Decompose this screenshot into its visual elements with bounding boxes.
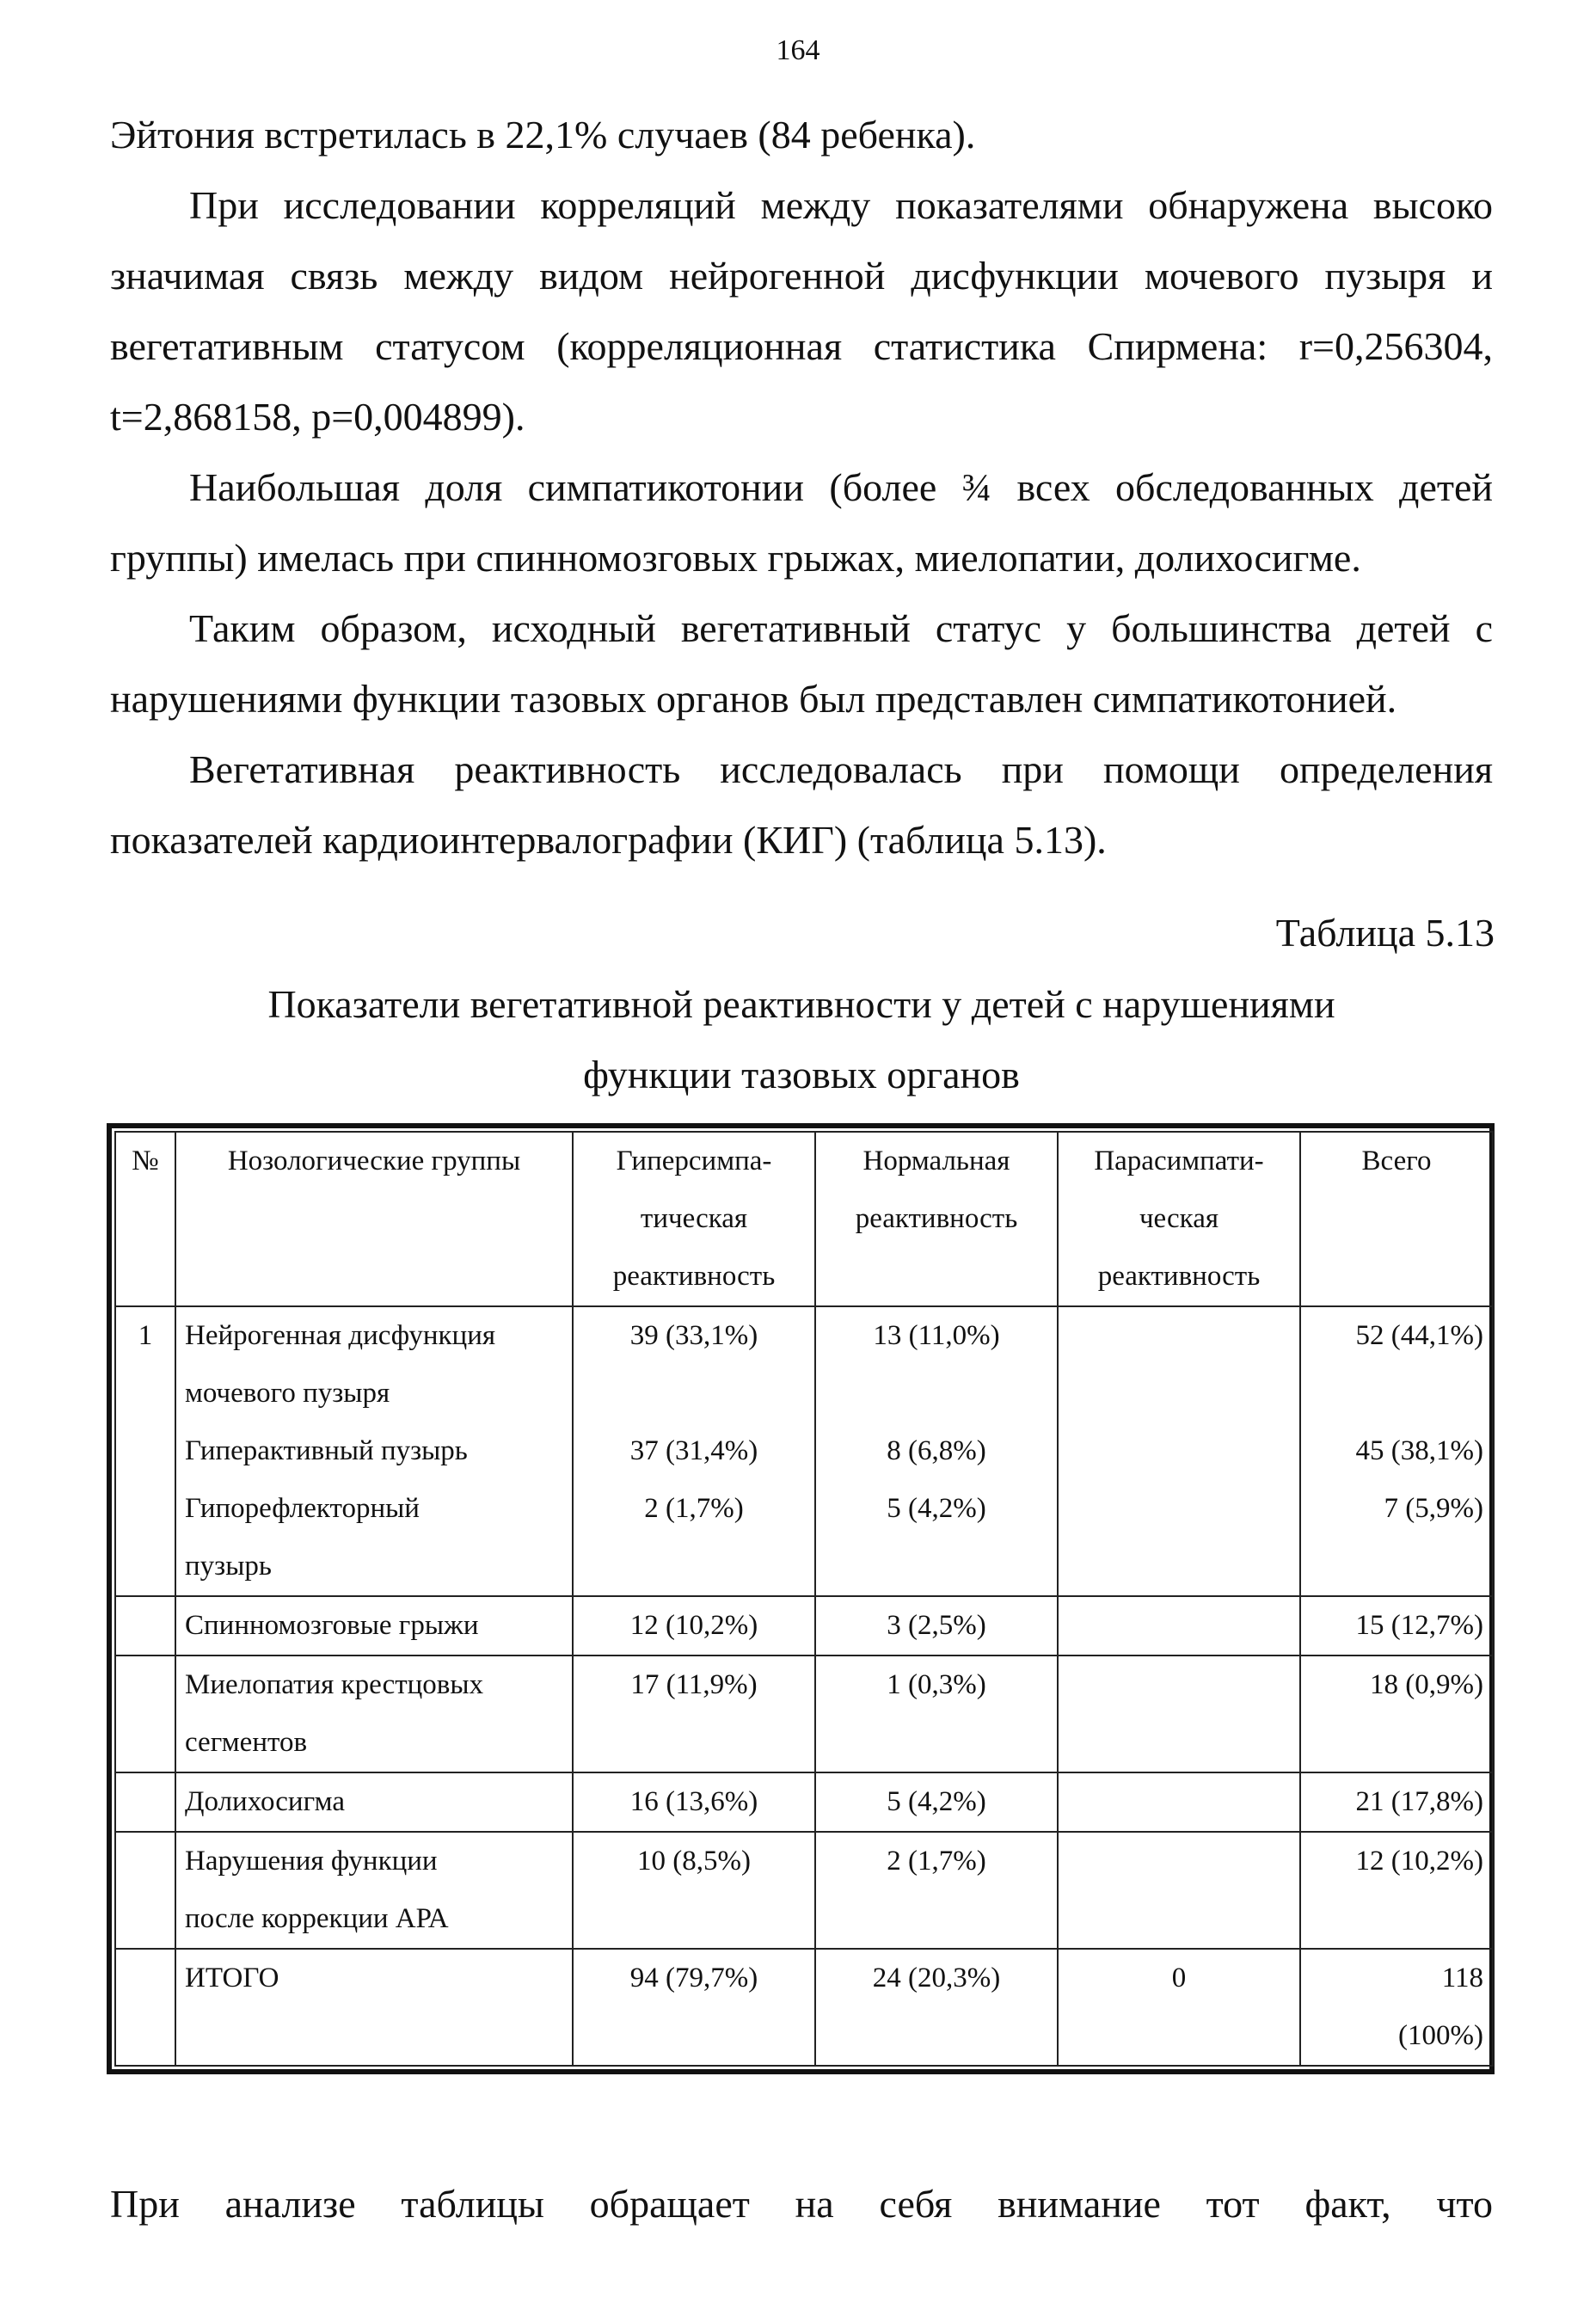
cell-para-line <box>1067 1597 1291 1655</box>
paragraph-5: Вегетативная реактивность исследовалась при помощи определения показателей кардиоинтервалографии (КИГ) (таблица 5.13). <box>110 747 1493 862</box>
cell-num <box>115 1832 175 1949</box>
cell-hyper <box>573 1772 815 1832</box>
cell-total <box>1300 1306 1493 1596</box>
cell-total-line: 15 (12,7%) <box>1355 1610 1483 1641</box>
cell-para <box>1058 1596 1300 1656</box>
cell-total <box>1300 1772 1493 1832</box>
cell-hyper <box>573 1949 815 2066</box>
cell-group <box>175 1596 573 1656</box>
table-header-row <box>115 1132 1493 1306</box>
cell-group <box>175 1656 573 1772</box>
cell-hyper-line: 10 (8,5%) <box>637 1846 751 1877</box>
cell-hyper-line: 94 (79,7%) <box>629 1963 758 1993</box>
table-row <box>115 1949 1493 2066</box>
cell-hyper <box>573 1832 815 1949</box>
cell-para-line <box>1067 1833 1291 1890</box>
cell-normal <box>815 1772 1058 1832</box>
cell-total-line: 7 (5,9%) <box>1384 1493 1483 1524</box>
cell-normal <box>815 1596 1058 1656</box>
cell-para-line <box>1067 1773 1291 1831</box>
cell-para <box>1058 1656 1300 1772</box>
cell-group-line: Нейрогенная дисфункция <box>185 1320 496 1351</box>
cell-para-line <box>1067 1365 1291 1422</box>
cell-hyper <box>573 1656 815 1772</box>
cell-num <box>115 1949 175 2066</box>
cell-group <box>175 1772 573 1832</box>
cell-para <box>1058 1306 1300 1596</box>
table-row <box>115 1596 1493 1656</box>
table-frame <box>107 1123 1495 2074</box>
cell-normal <box>815 1306 1058 1596</box>
cell-num <box>115 1772 175 1832</box>
table-row <box>115 1772 1493 1832</box>
cell-group-line: Миелопатия крестцовых <box>185 1669 484 1700</box>
cell-normal <box>815 1832 1058 1949</box>
cell-total-line: 21 (17,8%) <box>1355 1786 1483 1817</box>
cell-para-line <box>1067 1307 1291 1365</box>
table-row <box>115 1832 1493 1949</box>
cell-total-line: 18 (0,9%) <box>1370 1669 1483 1700</box>
cell-normal-line <box>825 1538 1048 1595</box>
header-num: № <box>115 1132 175 1306</box>
cell-hyper-line <box>582 1538 806 1595</box>
paragraph-2: При исследовании корреляций между показателями обнаружена высоко значимая связь между видом нейрогенной дисфункции мочевого пузыря и вегетативным статусом (корреляционная статистика Спирмена: r=0,256304, t=2,868158, p=0,004899). <box>110 183 1493 439</box>
cell-hyper <box>573 1596 815 1656</box>
cell-total-line <box>1310 1365 1483 1422</box>
cell-normal-line: 2 (1,7%) <box>887 1846 986 1877</box>
cell-group <box>175 1949 573 2066</box>
cell-group-line: после коррекции АРА <box>185 1903 449 1934</box>
cell-para-line <box>1067 1422 1291 1480</box>
cell-group-line: Спинномозговые грыжи <box>185 1610 479 1641</box>
cell-hyper-line <box>582 1365 806 1422</box>
cell-group-line: Гиперактивный пузырь <box>185 1435 468 1466</box>
cell-total <box>1300 1832 1493 1949</box>
cell-para-line <box>1067 1538 1291 1595</box>
cell-num: 1 <box>115 1306 175 1596</box>
cell-para-line <box>1067 1656 1291 1714</box>
cell-normal-line: 24 (20,3%) <box>872 1963 1001 1993</box>
paragraph-3: Наибольшая доля симпатикотонии (более ¾ всех обследованных детей группы) имелась при спинномозговых грыжах, миелопатии, долихосигме. <box>110 465 1493 580</box>
cell-total <box>1300 1656 1493 1772</box>
cell-group-line: Нарушения функции <box>185 1846 438 1877</box>
cell-hyper-line: 39 (33,1%) <box>629 1320 758 1351</box>
cell-hyper-line: 16 (13,6%) <box>629 1786 758 1817</box>
cell-hyper-line: 37 (31,4%) <box>629 1435 758 1466</box>
cell-para <box>1058 1832 1300 1949</box>
continuation-text: При анализе таблицы обращает на себя внимание тот факт, что <box>110 2182 1493 2226</box>
header-normal: Нормальная реактивность <box>815 1132 1058 1306</box>
cell-group <box>175 1832 573 1949</box>
cell-group-line: ИТОГО <box>185 1963 279 1993</box>
cell-normal-line: 3 (2,5%) <box>887 1610 986 1641</box>
table-title-line-2: функции тазовых органов <box>583 1053 1020 1096</box>
cell-normal-line: 5 (4,2%) <box>887 1493 986 1524</box>
header-total: Всего <box>1300 1132 1493 1306</box>
cell-para <box>1058 1772 1300 1832</box>
table-body <box>115 1306 1493 2066</box>
cell-para <box>1058 1949 1300 2066</box>
body-text <box>110 100 1493 875</box>
cell-hyper-line: 12 (10,2%) <box>629 1610 758 1641</box>
header-group: Нозологические группы <box>175 1132 573 1306</box>
cell-normal <box>815 1656 1058 1772</box>
cell-para-line <box>1067 1480 1291 1538</box>
cell-total-line: 52 (44,1%) <box>1355 1320 1483 1351</box>
cell-total-line: (100%) <box>1398 2020 1483 2051</box>
reactivity-table <box>114 1131 1494 2067</box>
cell-group-line: мочевого пузыря <box>185 1378 390 1409</box>
header-hyper: Гиперсимпа- тическая реактивность <box>573 1132 815 1306</box>
cell-group-line: Гипорефлекторный <box>185 1493 420 1524</box>
cell-total <box>1300 1596 1493 1656</box>
cell-hyper-line: 2 (1,7%) <box>644 1493 744 1524</box>
cell-total-line: 45 (38,1%) <box>1355 1435 1483 1466</box>
cell-total-line: 12 (10,2%) <box>1355 1846 1483 1877</box>
cell-hyper-line: 17 (11,9%) <box>630 1669 758 1700</box>
header-para: Парасимпати- ческая реактивность <box>1058 1132 1300 1306</box>
table-label: Таблица 5.13 <box>1275 911 1495 955</box>
cell-group-line: Долихосигма <box>185 1786 345 1817</box>
cell-normal-line: 1 (0,3%) <box>887 1669 986 1700</box>
cell-num <box>115 1596 175 1656</box>
cell-group <box>175 1306 573 1596</box>
paragraph-4: Таким образом, исходный вегетативный статус у большинства детей с нарушениями функции тазовых органов был представлен симпатикотонией. <box>110 606 1493 721</box>
page-number: 164 <box>776 34 820 66</box>
table-row <box>115 1656 1493 1772</box>
cell-total-line <box>1310 1538 1483 1595</box>
table-row <box>115 1306 1493 1596</box>
cell-hyper <box>573 1306 815 1596</box>
cell-group-line: пузырь <box>185 1551 272 1582</box>
cell-normal-line: 13 (11,0%) <box>873 1320 1000 1351</box>
table-title-line-1: Показатели вегетативной реактивности у детей с нарушениями <box>267 982 1335 1026</box>
cell-para-line: 0 <box>1171 1963 1187 1993</box>
cell-normal <box>815 1949 1058 2066</box>
cell-normal-line: 8 (6,8%) <box>887 1435 986 1466</box>
cell-num <box>115 1656 175 1772</box>
cell-normal-line <box>825 1365 1048 1422</box>
cell-normal-line: 5 (4,2%) <box>887 1786 986 1817</box>
paragraph-1: Эйтония встретилась в 22,1% случаев (84 ребенка). <box>110 113 976 157</box>
cell-total <box>1300 1949 1493 2066</box>
cell-total-line: 118 <box>1441 1963 1483 1993</box>
cell-group-line: сегментов <box>185 1727 308 1758</box>
